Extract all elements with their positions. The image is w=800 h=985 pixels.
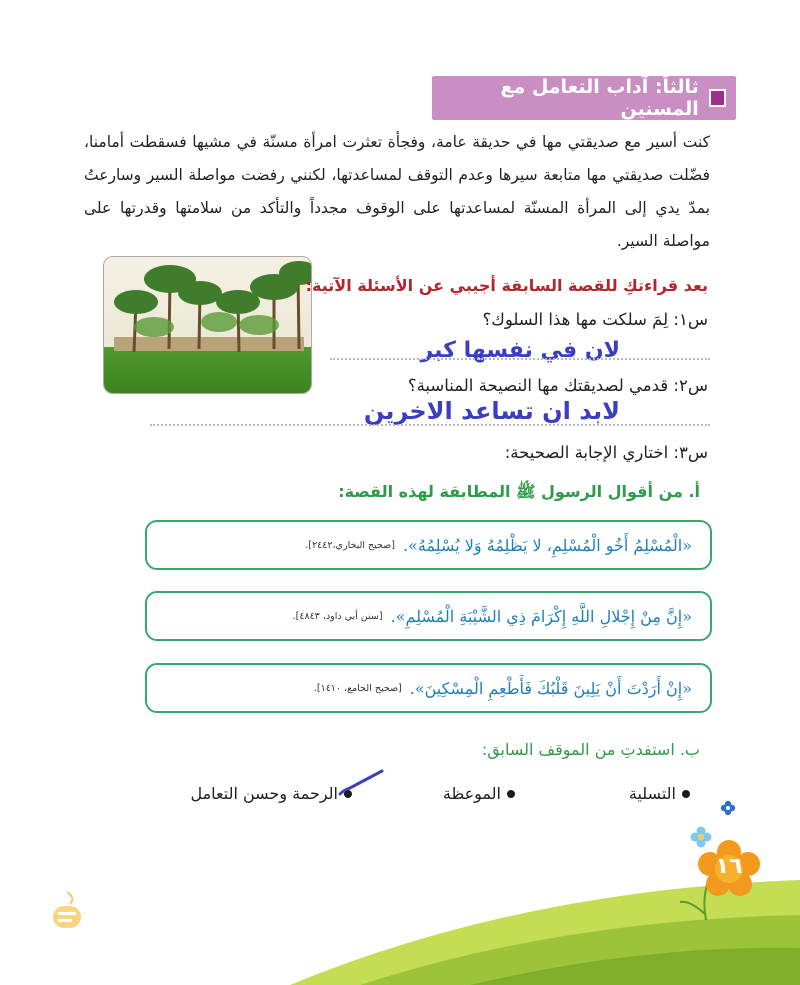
answer-2[interactable]: لابد ان تساعد الاخرين <box>363 397 620 425</box>
section-title: ثالثاً: آداب التعامل مع المسنين <box>500 76 699 120</box>
choice-label: التسلية <box>628 784 676 803</box>
hadith-text: «إِنْ أَرَدْتَ أَنْ يَلِينَ قَلْبُكَ فَأَطْعِمِ الْمِسْكِينَ». <box>409 678 692 698</box>
palm-garden-image <box>104 257 311 393</box>
hadith-option-2[interactable] <box>145 591 712 641</box>
garden-photo <box>103 256 312 394</box>
choice-label: الرحمة وحسن التعامل <box>190 784 338 803</box>
pen-check-mark-icon <box>336 768 386 798</box>
choice-mercy[interactable] <box>190 784 352 803</box>
answer-line-2 <box>150 424 710 426</box>
page-number-flower <box>698 840 760 896</box>
answer-1[interactable]: لان في نفسها كبر <box>420 338 620 363</box>
green-hill-decoration <box>0 820 800 985</box>
hadith-text: «إِنَّ مِنْ إِجْلالِ اللَّهِ إِكْرَامَ ذِي الشَّيْبَةِ الْمُسْلِمِ». <box>390 606 692 626</box>
choice-entertainment[interactable] <box>629 784 690 803</box>
story-paragraph: كنت أسير مع صديقتي مها في حديقة عامة، وفجأة تعثرت امرأة مسنّة في مشيها فسقطت أمامنا، فضّلت صديقتي مها متابعة سيرها وعدم التوقف لمساعدتها، لكنني رفضت مواصلة السير وسارعتُ بمدّ يدي إلى المرأة المسنّة لمساعدتها على الوقوف مجدداً والتأكد من سلامتها وقدرتها على مواصلة السير. <box>84 133 710 250</box>
question-3: س٣: اختاري الإجابة الصحيحة: <box>504 443 708 462</box>
part-b-title: ب. استفدتِ من الموقف السابق: <box>481 740 700 759</box>
choice-label: الموعظة <box>442 784 501 803</box>
section-square-icon <box>709 89 726 107</box>
small-flower-icon <box>720 800 736 816</box>
page-number: ١٦ <box>715 854 743 879</box>
hadith-source: [صحيح الجامع، ١٤١٠]. <box>313 682 402 694</box>
hadith-source: [صحيح البخاري،٢٤٤٢]. <box>305 539 395 551</box>
bullet-icon <box>682 790 690 798</box>
choice-sermon[interactable] <box>443 784 515 803</box>
hadith-source: [سنن أبي داود، ٤٨٤٣]. <box>292 610 383 622</box>
question-2: س٢: قدمي لصديقتك مها النصيحة المناسبة؟ <box>407 376 708 395</box>
hadith-option-3[interactable] <box>145 663 712 713</box>
part-a-title: أ. من أقوال الرسول ﷺ المطابقة لهذه القصة: <box>338 482 700 501</box>
answer-line-1 <box>330 358 710 360</box>
question-1: س١: لِمَ سلكت مها هذا السلوك؟ <box>482 310 708 329</box>
publisher-logo-icon <box>50 888 84 932</box>
section-header <box>432 76 736 120</box>
hadith-text: «الْمُسْلِمُ أَخُو الْمُسْلِمِ، لا يَظْلِمُهُ وَلا يُسْلِمُهُ». <box>402 535 692 555</box>
bullet-icon <box>507 790 515 798</box>
hadith-option-1[interactable] <box>145 520 712 570</box>
questions-intro: بعد قراءتكِ للقصة السابقة أجيبي عن الأسئلة الآتية: <box>305 276 708 295</box>
